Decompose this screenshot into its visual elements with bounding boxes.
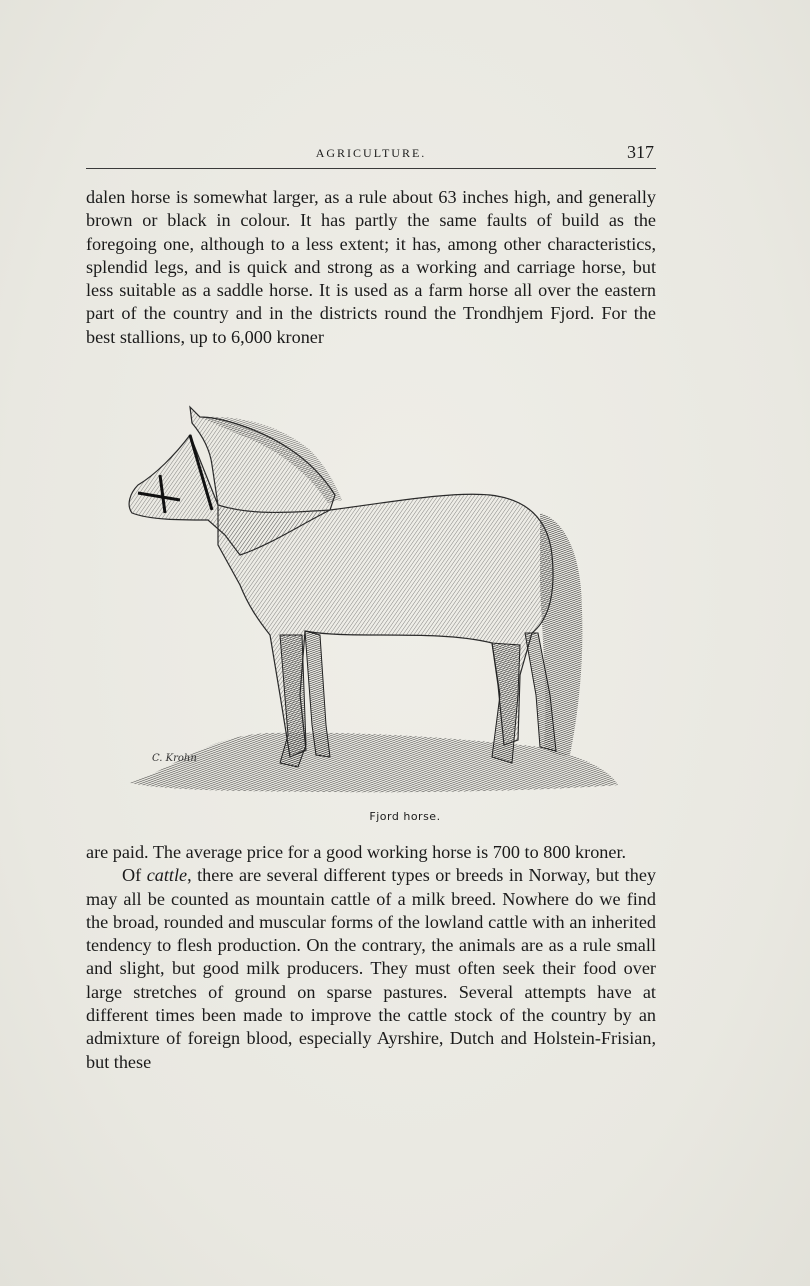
running-title: AGRICULTURE. [315,146,427,160]
paragraph-cattle [86,864,656,1074]
horse-front-legs [280,631,330,767]
cattle-rest: , there are several different types or breeds in Norway, but they may all be counted as mountain cattle of a milk breed. Nowhere do we find the broad, rounded and muscular forms of the lowland cattle with an inherited tendency to flesh production. On the contrary, the animals are as a rule small and slight, but good milk producers. They must often seek their food over large stretches of ground on sparse pastures. Several attempts have at different times been made to improve the cattle stock of the country by an admixture of foreign blood, especially Ayrshire, Dutch and Holstein-Frisian, but these [86,865,656,1072]
figure-caption: Fjord horse. [369,810,441,823]
text-block-bottom [86,841,656,1074]
cattle-term: cattle [146,865,188,886]
paragraph-horse: dalen horse is somewhat larger, as a rule about 63 inches high, and generally brown or black in colour. It has partly the same faults of build as the foregoing one, although to a less extent; it has, among other characteristics, splendid legs, and is quick and strong as a working and carriage horse, but less suitable as a saddle horse. It is used as a farm horse all over the eastern part of the country and in the districts round the Trondhjem Fjord. For the best stallions, up to 6,000 kroner [86,187,656,347]
text-block-top [86,186,656,349]
page-header [86,142,656,169]
cattle-lead: Of [122,865,147,886]
fjord-horse-illustration [120,395,625,805]
page-number: 317 [627,142,654,162]
artist-signature: C. Krohn [152,753,197,764]
paragraph-price: are paid. The average price for a good working horse is 700 to 800 kroner. [86,842,627,862]
